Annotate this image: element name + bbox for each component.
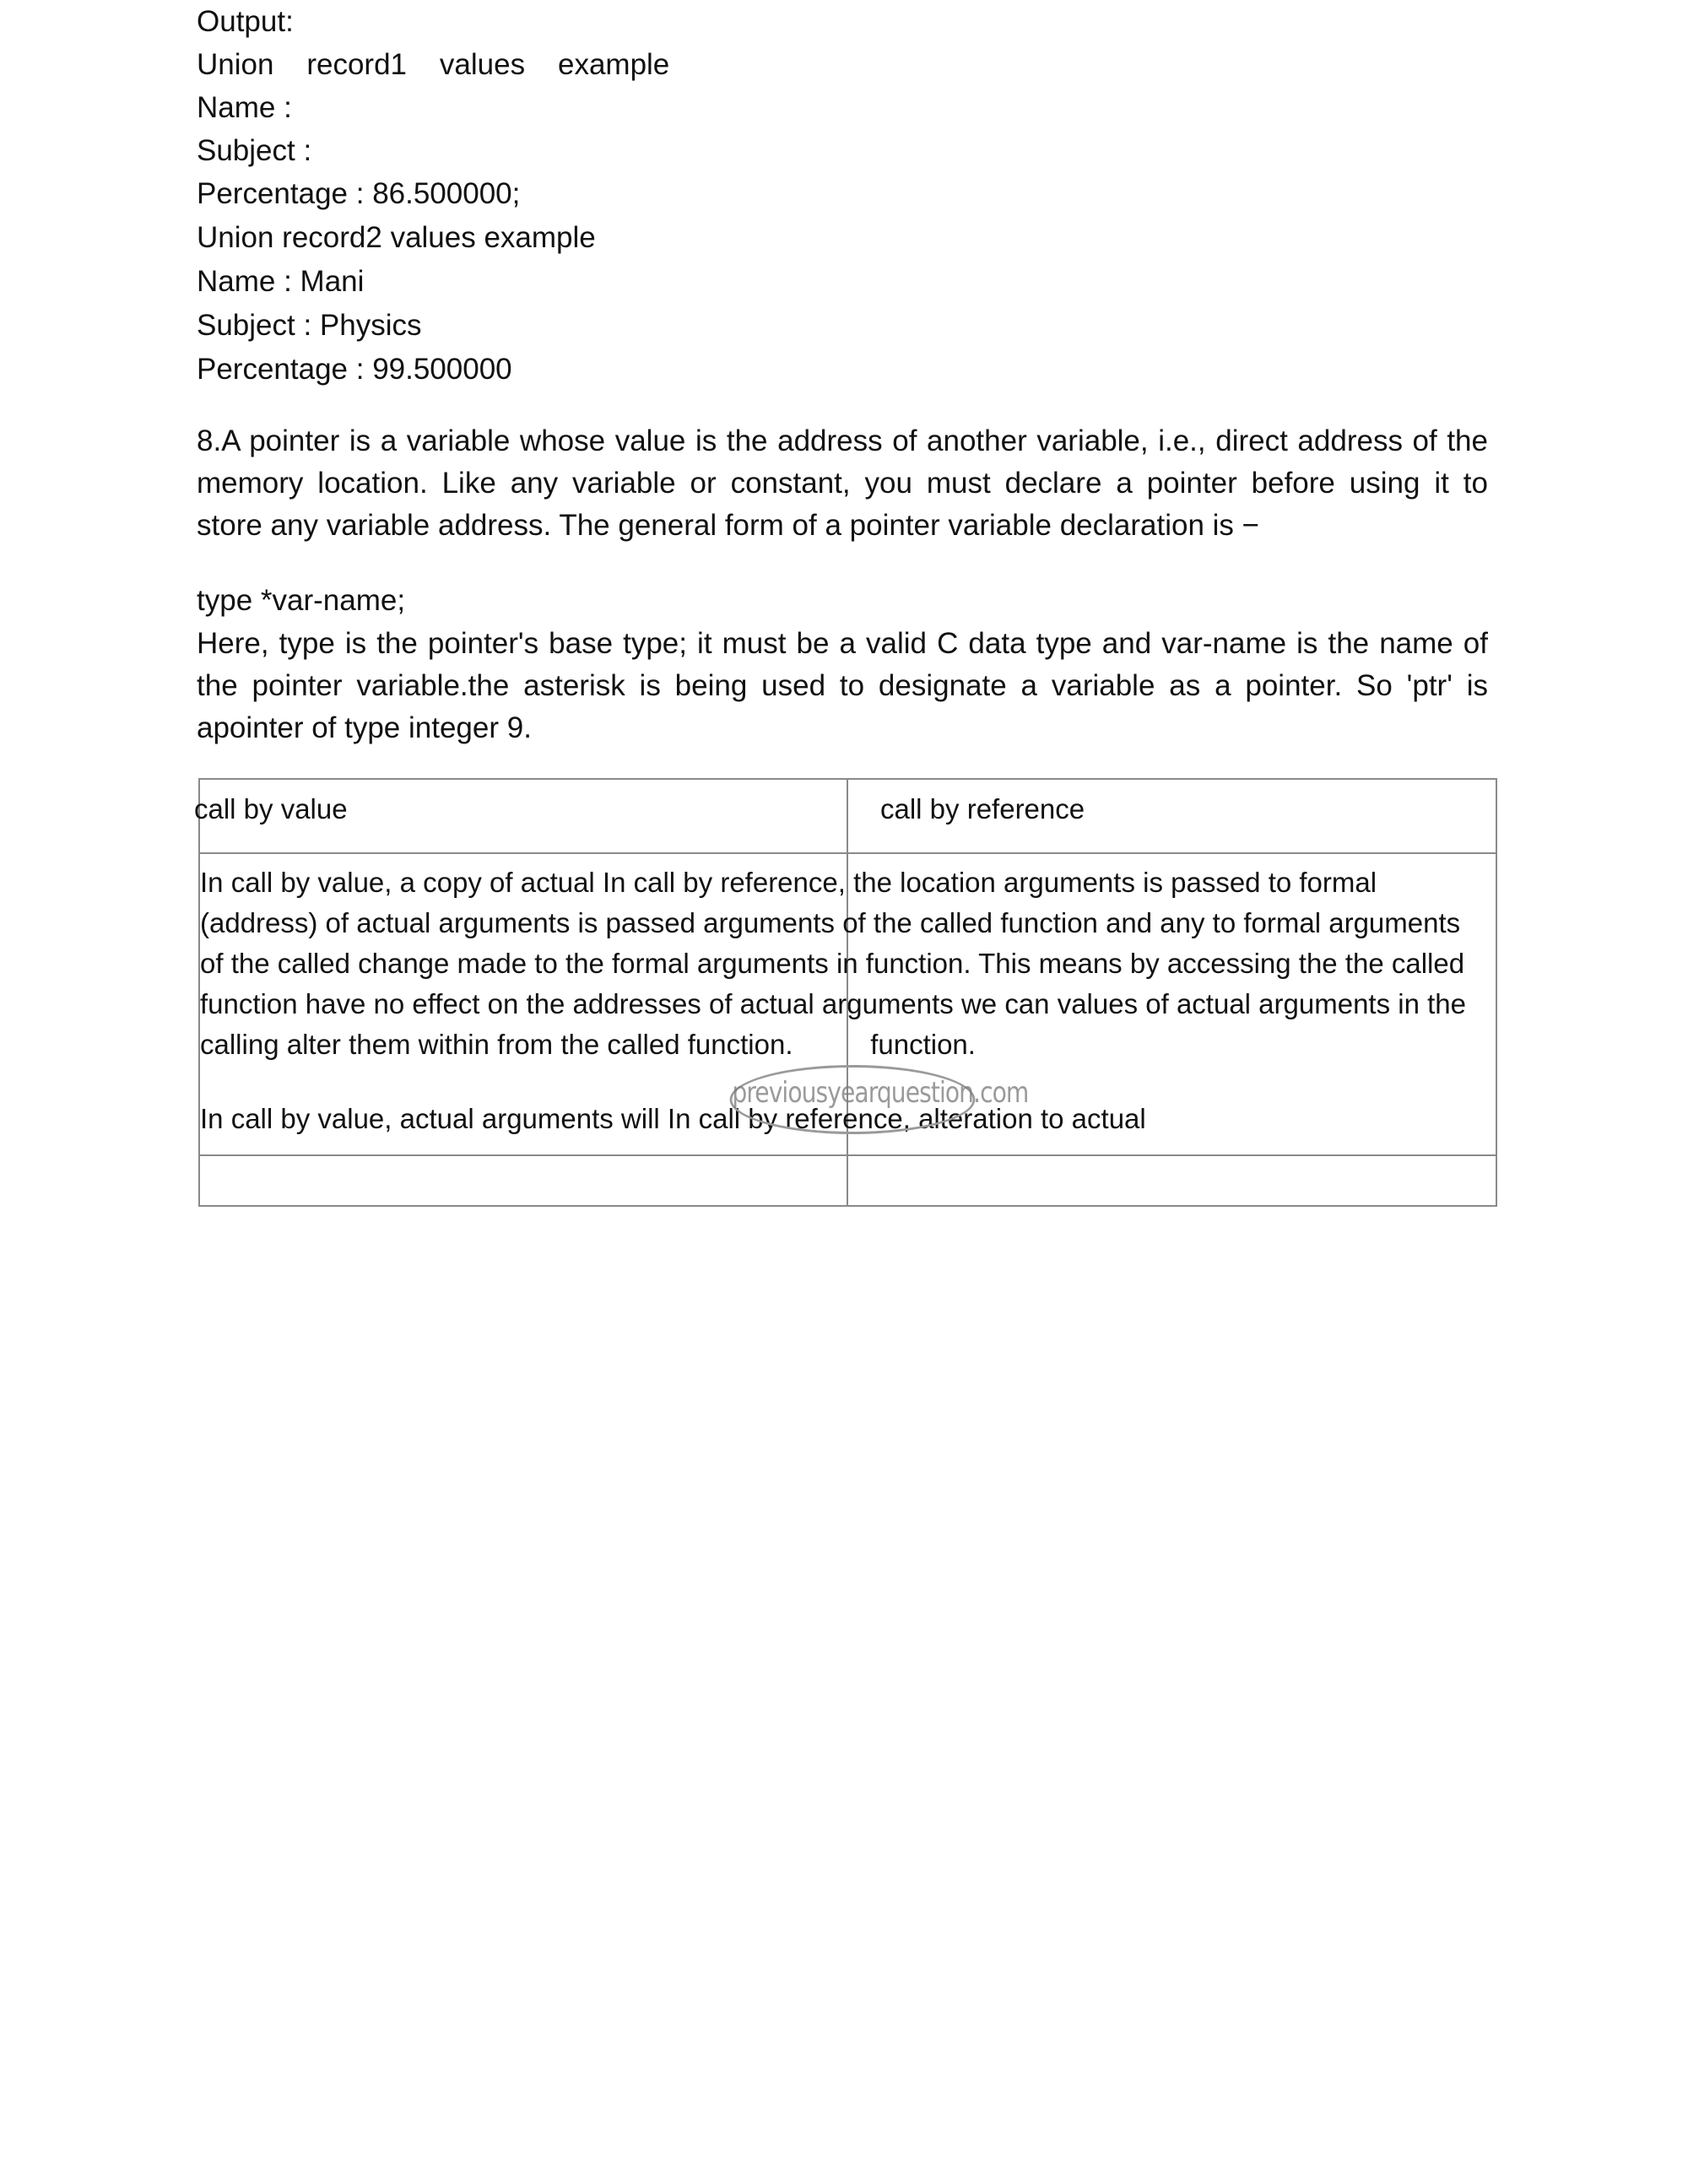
table-header-cell — [194, 779, 847, 853]
output-line: Name : — [197, 91, 292, 124]
table-body-line: of the called change made to the formal arguments in function. This means by accessing the the called — [200, 948, 1465, 979]
table-cell-empty — [199, 1155, 847, 1206]
table-body-line: calling alter them within from the called function. function. — [200, 1029, 976, 1060]
table-row — [199, 1155, 1496, 1206]
watermark-logo: previousyearquestion.com — [730, 1065, 976, 1134]
header-call-by-reference: call by reference — [880, 793, 1085, 824]
table-body-line: In call by value, actual arguments will In call by reference, alteration to actual — [200, 1103, 1146, 1134]
table-header-row — [199, 779, 1496, 853]
output-line: Union record2 values example — [197, 221, 596, 254]
paragraph-line: Here, type is the pointer's base type; it must be a valid C data type and var-name is the name of — [197, 627, 1488, 660]
table-body-line: function have no effect on the addresses of actual arguments we can values of actual arguments in the — [200, 988, 1466, 1019]
comparison-table — [194, 778, 1497, 1207]
table-cell-empty — [847, 1155, 1496, 1206]
paragraph-line: 8.A pointer is a variable whose value is the address of another variable, i.e., direct address of the — [197, 424, 1488, 457]
paragraph-line: apointer of type integer 9. — [197, 711, 532, 744]
output-line: Subject : Physics — [197, 309, 422, 342]
output-line: Percentage : 86.500000; — [197, 177, 521, 210]
paragraph-line: memory location. Like any variable or constant, you must declare a pointer before using it to — [197, 467, 1488, 500]
paragraph-line: the pointer variable.the asterisk is being used to designate a variable as a pointer. So 'ptr' is — [197, 669, 1488, 702]
output-line: Name : Mani — [197, 265, 365, 298]
output-heading: Output: — [197, 5, 294, 38]
table-header-cell — [847, 779, 1496, 853]
pointer-syntax: type *var-name; — [197, 584, 406, 617]
table-body-line: In call by value, a copy of actual In call by reference, the location arguments is passed to formal — [200, 867, 1377, 898]
pointer-explanation-paragraph — [197, 623, 1488, 749]
output-line: Percentage : 99.500000 — [197, 353, 512, 386]
table-body-line: (address) of actual arguments is passed arguments of the called function and any to formal arguments — [200, 907, 1461, 938]
output-line: Union record1 values example — [197, 48, 670, 81]
header-call-by-value: call by value — [194, 793, 348, 824]
paragraph-line: store any variable address. The general form of a pointer variable declaration is − — [197, 509, 1260, 542]
output-line: Subject : — [197, 134, 312, 167]
pointer-definition-paragraph — [197, 420, 1488, 547]
